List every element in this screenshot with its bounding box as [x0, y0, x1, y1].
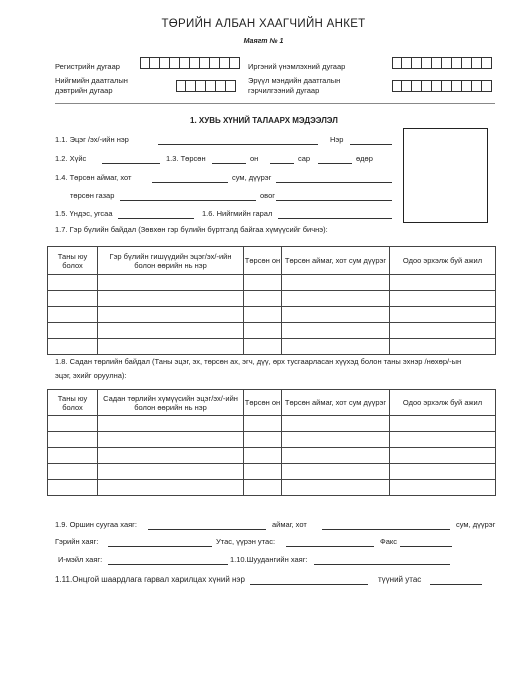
digit-box[interactable] [206, 80, 216, 92]
f19-address-field[interactable] [148, 520, 266, 530]
f111-emergency-label: 1.11.Онцгой шаардлага гарвал харилцах хүний нэр [55, 575, 245, 584]
digit-box[interactable] [220, 57, 230, 69]
relatives-row [48, 464, 496, 480]
table-cell[interactable] [390, 464, 496, 480]
family-row [48, 323, 496, 339]
table-cell[interactable] [244, 480, 282, 496]
family-caption: 1.7. Гэр бүлийн байдал (Зөвхөн гэр бүлийн бүртгэлд байгаа хүмүүсийг бичнэ): [55, 225, 328, 234]
family-col-birthplace: Төрсөн аймаг, хот сум дүүрэг [282, 247, 390, 275]
their-phone-field[interactable] [430, 575, 482, 585]
table-cell[interactable] [244, 339, 282, 355]
table-cell[interactable] [98, 480, 244, 496]
table-cell[interactable] [48, 464, 98, 480]
table-cell[interactable] [244, 448, 282, 464]
family-col-relation: Таны юу болох [48, 247, 98, 275]
table-cell[interactable] [48, 291, 98, 307]
f16-social-field[interactable] [278, 209, 392, 219]
f11-surname-field[interactable] [158, 135, 318, 145]
f15-ethnicity-label: 1.5. Үндэс, угсаа [55, 209, 113, 218]
table-cell[interactable] [390, 323, 496, 339]
table-cell[interactable] [282, 432, 390, 448]
f16-social-label: 1.6. Нийгмийн гарал [202, 209, 273, 218]
phone-field[interactable] [286, 537, 374, 547]
f111-emergency-field[interactable] [250, 575, 368, 585]
digit-box[interactable] [170, 57, 180, 69]
digit-box[interactable] [472, 57, 482, 69]
f110-mail-label: 1.10.Шуудангийн хаяг: [230, 555, 308, 564]
digit-box[interactable] [150, 57, 160, 69]
table-cell[interactable] [98, 275, 244, 291]
table-cell[interactable] [98, 464, 244, 480]
social-ins-label-1: Нийгмийн даатгалын [55, 76, 128, 85]
aimag-hot-label: аймаг, хот [272, 520, 307, 529]
digit-box[interactable] [230, 57, 240, 69]
relatives-col-birthplace: Төрсөн аймаг, хот сум дүүрэг [282, 390, 390, 416]
digit-box[interactable] [442, 57, 452, 69]
social-ins-boxes[interactable] [176, 80, 236, 92]
family-row [48, 339, 496, 355]
f13-day-field[interactable] [318, 154, 352, 164]
f12-gender-field[interactable] [102, 154, 160, 164]
health-ins-label-1: Эрүүл мэндийн даатгалын [248, 76, 341, 85]
birthplace-label: төрсөн газар [70, 191, 115, 200]
digit-box[interactable] [482, 57, 492, 69]
table-cell[interactable] [390, 275, 496, 291]
digit-box[interactable] [392, 57, 402, 69]
digit-box[interactable] [462, 80, 472, 92]
f13-month-field[interactable] [270, 154, 294, 164]
home-address-label: Гэрийн хаяг: [55, 537, 99, 546]
register-no-label: Регистрийн дугаар [55, 62, 120, 71]
fax-field[interactable] [400, 537, 452, 547]
f11-name-field[interactable] [350, 135, 392, 145]
digit-box[interactable] [196, 80, 206, 92]
digit-box[interactable] [442, 80, 452, 92]
table-cell[interactable] [244, 291, 282, 307]
table-cell[interactable] [48, 416, 98, 432]
digit-box[interactable] [190, 57, 200, 69]
table-cell[interactable] [282, 307, 390, 323]
relatives-col-job: Одоо эрхэлж буй ажил [390, 390, 496, 416]
table-cell[interactable] [98, 339, 244, 355]
table-cell[interactable] [98, 416, 244, 432]
table-cell[interactable] [48, 432, 98, 448]
digit-box[interactable] [186, 80, 196, 92]
table-cell[interactable] [390, 291, 496, 307]
table-cell[interactable] [282, 416, 390, 432]
health-ins-boxes[interactable] [392, 80, 492, 92]
digit-box[interactable] [180, 57, 190, 69]
digit-box[interactable] [482, 80, 492, 92]
table-cell[interactable] [48, 275, 98, 291]
family-table [47, 246, 496, 355]
table-cell[interactable] [244, 275, 282, 291]
table-cell[interactable] [98, 432, 244, 448]
f15-ethnicity-field[interactable] [118, 209, 194, 219]
table-cell[interactable] [244, 307, 282, 323]
civil-id-boxes[interactable] [392, 57, 492, 69]
digit-box[interactable] [402, 57, 412, 69]
register-no-boxes[interactable] [140, 57, 240, 69]
digit-box[interactable] [452, 80, 462, 92]
form-title: ТӨРИЙН АЛБАН ХААГЧИЙН АНКЕТ [161, 18, 366, 30]
digit-box[interactable] [160, 57, 170, 69]
family-col-name: Гэр бүлийн гишүүдийн эцэг/эх/-ийн болон өөрийн нь нэр [98, 247, 244, 275]
table-cell[interactable] [48, 339, 98, 355]
digit-box[interactable] [422, 57, 432, 69]
table-cell[interactable] [390, 339, 496, 355]
relatives-col-born-year: Төрсөн он [244, 390, 282, 416]
fax-label: Факс [380, 537, 397, 546]
table-cell[interactable] [282, 323, 390, 339]
table-cell[interactable] [98, 323, 244, 339]
digit-box[interactable] [200, 57, 210, 69]
relatives-col-relation: Таны юу болох [48, 390, 98, 416]
table-cell[interactable] [244, 416, 282, 432]
header-divider [55, 103, 495, 104]
table-cell[interactable] [98, 448, 244, 464]
aimag-hot-field[interactable] [322, 520, 450, 530]
family-col-born-year: Төрсөн он [244, 247, 282, 275]
digit-box[interactable] [210, 57, 220, 69]
their-phone-label: түүний утас [378, 575, 422, 584]
email-field[interactable] [108, 555, 228, 565]
f13-born-label: 1.3. Төрсөн [166, 154, 206, 163]
family-col-job: Одоо эрхэлж буй ажил [390, 247, 496, 275]
year-label: он [250, 154, 259, 163]
social-ins-label-2: дэвтрийн дугаар [55, 86, 113, 95]
digit-box[interactable] [462, 57, 472, 69]
section1-heading: 1. ХУВЬ ХҮНИЙ ТАЛААРХ МЭДЭЭЛЭЛ [190, 116, 338, 125]
relatives-caption-2: эцэг, эхийг оруулна): [55, 371, 127, 380]
digit-box[interactable] [216, 80, 226, 92]
relatives-row [48, 432, 496, 448]
f14-aimag-field[interactable] [152, 173, 228, 183]
digit-box[interactable] [412, 80, 422, 92]
table-cell[interactable] [390, 307, 496, 323]
table-cell[interactable] [390, 432, 496, 448]
phone-label: Утас, үүрэн утас: [216, 537, 276, 546]
relatives-table [47, 389, 496, 496]
digit-box[interactable] [176, 80, 186, 92]
digit-box[interactable] [392, 80, 402, 92]
day-label: өдөр [356, 154, 373, 163]
birthplace-field[interactable] [120, 191, 256, 201]
table-cell[interactable] [244, 323, 282, 339]
relatives-row [48, 416, 496, 432]
home-address-field[interactable] [108, 537, 212, 547]
table-cell[interactable] [282, 480, 390, 496]
digit-box[interactable] [472, 80, 482, 92]
family-row [48, 291, 496, 307]
digit-box[interactable] [432, 80, 442, 92]
f11-name-label: Нэр [330, 135, 344, 144]
table-cell[interactable] [282, 464, 390, 480]
digit-box[interactable] [402, 80, 412, 92]
f14-aimag-label: 1.4. Төрсөн аймаг, хот [55, 173, 132, 182]
digit-box[interactable] [140, 57, 150, 69]
relatives-caption-1: 1.8. Садан төрлийн байдал (Таны эцэг, эх, төрсөн ах, эгч, дүү, өрх тусгаарласан хүүхэд болон таны эхнэр /нөхөр/-ын [55, 357, 462, 366]
clan-label: овог [260, 191, 275, 200]
table-cell[interactable] [48, 480, 98, 496]
civil-id-label: Иргэний үнэмлэхний дугаар [248, 62, 346, 71]
sum-label: сум, дүүрэг [232, 173, 272, 182]
clan-field[interactable] [276, 191, 392, 201]
table-cell[interactable] [48, 323, 98, 339]
table-cell[interactable] [390, 416, 496, 432]
table-cell[interactable] [48, 448, 98, 464]
digit-box[interactable] [412, 57, 422, 69]
f11-surname-label: 1.1. Эцэг /эх/-ийн нэр [55, 135, 129, 144]
table-cell[interactable] [282, 275, 390, 291]
f19-address-label: 1.9. Оршин суугаа хаяг: [55, 520, 137, 529]
digit-box[interactable] [432, 57, 442, 69]
relatives-row [48, 480, 496, 496]
relatives-col-name: Садан төрлийн хүмүүсийн эцэг/эх/-ийн болон өөрийн нь нэр [98, 390, 244, 416]
table-cell[interactable] [98, 307, 244, 323]
health-ins-label-2: гэрчилгээний дугаар [248, 86, 320, 95]
table-cell[interactable] [390, 448, 496, 464]
relatives-row [48, 448, 496, 464]
digit-box[interactable] [452, 57, 462, 69]
table-cell[interactable] [244, 432, 282, 448]
table-cell[interactable] [282, 339, 390, 355]
f12-gender-label: 1.2. Хүйс [55, 154, 87, 163]
family-row [48, 307, 496, 323]
f13-year-field[interactable] [212, 154, 246, 164]
digit-box[interactable] [422, 80, 432, 92]
family-row [48, 275, 496, 291]
table-cell[interactable] [390, 480, 496, 496]
month-label: сар [298, 154, 311, 163]
f14-sum-field[interactable] [276, 173, 392, 183]
photo-box[interactable] [403, 128, 488, 223]
digit-box[interactable] [226, 80, 236, 92]
form-number: Маягт № 1 [243, 38, 284, 45]
table-cell[interactable] [282, 291, 390, 307]
table-cell[interactable] [48, 307, 98, 323]
table-cell[interactable] [282, 448, 390, 464]
table-cell[interactable] [98, 291, 244, 307]
sum-duureg-label: сум, дүүрэг [456, 520, 496, 529]
table-cell[interactable] [244, 464, 282, 480]
email-label: И-мэйл хаяг: [58, 555, 103, 564]
f110-mail-field[interactable] [314, 555, 450, 565]
